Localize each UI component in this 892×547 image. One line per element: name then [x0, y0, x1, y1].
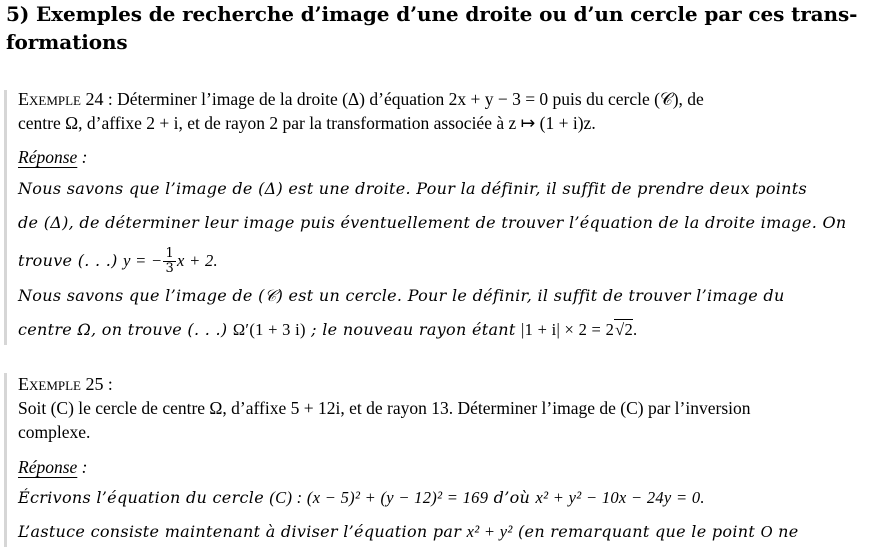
example-24-answer-line1: Nous savons que l’image de (Δ) est une droite. Pour la définir, il suffit de prendre deux points — [18, 179, 808, 198]
example-24-block — [4, 90, 892, 345]
sqrt-two: √2 — [615, 320, 634, 339]
example-25-reponse-heading: Réponse : — [18, 457, 88, 477]
reponse-label: Réponse — [18, 457, 78, 477]
example-24-answer-line5: centre Ω, on trouve (. . .) Ω′(1 + 3 i) ; le nouveau rayon étant |1 + i| × 2 = 2√2. — [18, 320, 638, 339]
example-25-statement-line1: Soit (C) le cercle de centre Ω, d’affixe 5 + 12i, et de rayon 13. Déterminer l’image de (C) par l’inversion — [18, 398, 751, 418]
example-24-answer-line2: de (Δ), de déterminer leur image puis éventuellement de trouver l’équation de la droite image. On — [18, 213, 847, 232]
section-title-line1: 5) Exemples de recherche d’image d’une droite ou d’un cercle par ces trans- — [6, 2, 858, 26]
example-24-label: Exemple 24 — [18, 89, 104, 109]
example-24-answer-line4: Nous savons que l’image de (𝒞) est un cercle. Pour le définir, il suffit de trouver l’image du — [18, 286, 785, 305]
reponse-label: Réponse — [18, 147, 78, 167]
example-25-label: Exemple 25 — [18, 374, 104, 394]
example-25-block — [4, 373, 892, 547]
example-24-answer-line3: trouve (. . .) y = − $\frac{1}{3}$ x + 2. — [18, 246, 218, 276]
example-25-statement-line2: complexe. — [18, 422, 91, 442]
section-title — [6, 0, 886, 56]
example-25-label-line: Exemple 25 : — [18, 374, 113, 394]
example-25-answer-line1: Écrivons l’équation du cercle (C) : (x − 5)² + (y − 12)² = 169 d’où x² + y² − 10x − 24y = 0. — [18, 488, 705, 507]
fraction-one-third: $\frac{1}{3}$ — [165, 246, 175, 276]
section-title-line2: formations — [6, 30, 128, 54]
example-24-statement-line2: centre Ω, d’affixe 2 + i, et de rayon 2 par la transformation associée à z ↦ (1 + i)z. — [18, 113, 596, 133]
example-24-statement-line1: Exemple 24 : Déterminer l’image de la droite (Δ) d’équation 2x + y − 3 = 0 puis du cercle (𝒞), de — [18, 89, 704, 109]
example-25-answer-line2: L’astuce consiste maintenant à diviser l’équation par x² + y² (en remarquant que le point O ne — [18, 522, 799, 541]
example-24-reponse-heading: Réponse : — [18, 147, 88, 167]
